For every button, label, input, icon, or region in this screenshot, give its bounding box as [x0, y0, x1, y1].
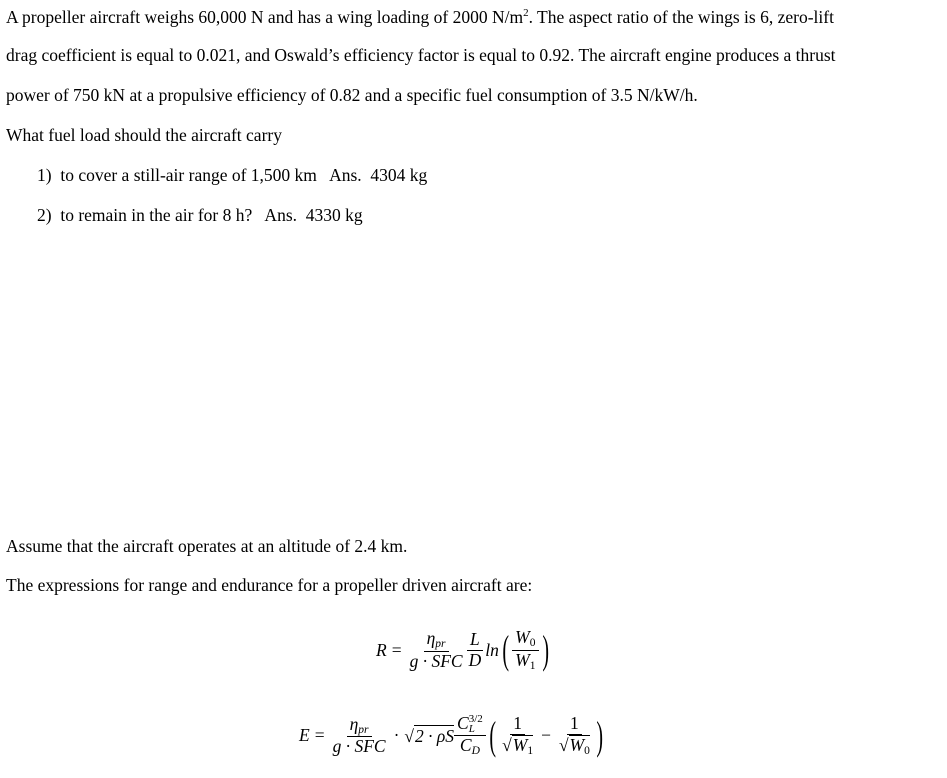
problem-line-1 [6, 8, 834, 26]
weight-subscript: 1 [529, 659, 536, 672]
eta-symbol: η [426, 628, 436, 649]
problem-line-1-text: A propeller aircraft weighs 60,000 N and has a wing loading of 2000 N/m [6, 6, 524, 27]
weight-symbol: W [569, 734, 585, 755]
numerator-one: 1 [510, 714, 525, 734]
g-sfc-denominator: g · SFC [332, 736, 386, 757]
cd-subscript: D [471, 744, 480, 757]
inverse-sqrt-w1: $\frac{1}{√W_1}$ [502, 713, 534, 757]
right-paren: ) [541, 627, 549, 673]
unit-superscript: 2 [523, 7, 529, 19]
numerator-one: 1 [567, 714, 582, 734]
weight-symbol: W [512, 734, 528, 755]
cl-over-cd [454, 714, 486, 758]
eta-over-g-sfc [330, 715, 389, 757]
range-equation [376, 628, 552, 672]
multiply-dot: · [393, 725, 400, 746]
question-item-1 [37, 167, 427, 185]
weight-ratio [512, 628, 538, 672]
item-label: 1) [37, 165, 52, 185]
question-text: What fuel load should the aircraft carry [6, 125, 282, 145]
item-text: to remain in the air for 8 h? Ans. 4330 kg [60, 205, 363, 225]
left-paren: ( [489, 712, 496, 758]
g-sfc-denominator: g · SFC [409, 650, 463, 671]
cd-symbol: C [459, 734, 472, 755]
cl-subscript: L [468, 722, 475, 735]
ln-operator: ln [485, 639, 499, 660]
equals-sign: = [391, 639, 402, 660]
endurance-equation [299, 714, 606, 758]
weight-symbol: W [515, 649, 530, 670]
weight-symbol: W [515, 627, 530, 647]
left-paren: ( [502, 627, 509, 673]
eta-symbol: η [349, 713, 359, 734]
sqrt-body: 2 · ρS [415, 725, 455, 746]
range-symbol: R [376, 639, 387, 660]
drag-symbol: D [468, 649, 482, 670]
cl-exponent: 3/2 [468, 713, 483, 726]
question-item-2 [37, 207, 363, 225]
endurance-symbol: E [299, 725, 310, 746]
problem-line-2: drag coefficient is equal to 0.021, and Oswald’s efficiency factor is equal to 0.92. The aircraft engine produces a thrust [6, 45, 836, 65]
problem-line-3: power of 750 kN at a propulsive efficiency of 0.82 and a specific fuel consumption of 3.5 N/kW/h. [6, 85, 698, 105]
sqrt-term: √2 · ρS [404, 725, 455, 746]
lift-over-drag [466, 630, 485, 670]
weight-subscript: 0 [529, 637, 536, 649]
lift-symbol: L [467, 630, 483, 650]
equals-sign: = [314, 725, 325, 746]
item-text: to cover a still-air range of 1,500 km Ans. 4304 kg [60, 165, 428, 185]
weight-subscript: 0 [584, 744, 590, 757]
item-label: 2) [37, 205, 52, 225]
inverse-sqrt-w0: $\frac{1}{√W_0}$ [558, 713, 590, 757]
right-paren: ) [596, 712, 603, 758]
eta-subscript: pr [435, 638, 446, 651]
problem-line-1-tail: . The aspect ratio of the wings is 6, zero-lift [528, 6, 834, 27]
minus-sign: − [541, 725, 551, 746]
expressions-intro: The expressions for range and endurance for a propeller driven aircraft are: [6, 575, 533, 595]
assumption-text: Assume that the aircraft operates at an altitude of 2.4 km. [6, 536, 408, 556]
eta-over-g-sfc [407, 629, 466, 671]
eta-subscript: pr [358, 723, 369, 736]
cl-symbol: C [457, 713, 469, 733]
weight-subscript: 1 [527, 744, 534, 757]
